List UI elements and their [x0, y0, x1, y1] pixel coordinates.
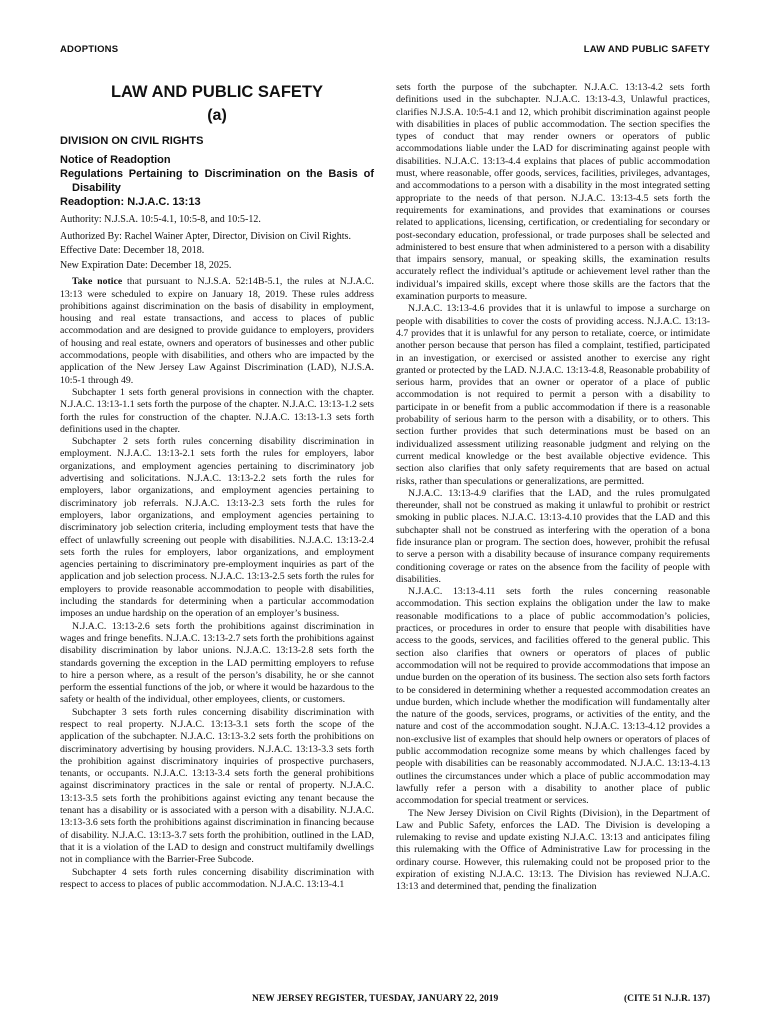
notice-heading: Notice of Readoption: [60, 154, 171, 167]
footer-citation: (CITE 51 N.J.R. 137): [623, 994, 710, 1004]
paragraph: Subchapter 2 sets forth rules concerning disability discrimination in employment. N.J.A.C. 13:13-2.1 sets forth the rules for employers, labor organizations, and employment agencies pertaining to discriminatory job advertising and solicitations. N.J.A.C. 13:13-2.2 sets forth the rules for employers, labor organizations, and employment agencies pertaining to discriminatory job referrals. N.J.A.C. 13:13-2.3 sets forth the rules for employers, labor organizations, and employment agencies pertaining to discriminatory job selection criteria, including employment tests that have the effect of unlawfully screening out people with disabilities. N.J.A.C. 13:13-2.4 sets forth the rules for employers, labor organizations, and employment agencies pertaining to discriminatory pre-employment inquiries as part of the application and job selection process. N.J.A.C. 13:13-2.5 sets forth the rules for employers to provide reasonable accommodation to people with disabilities, including the standards for determining when a particular accommodation imposes an undue hardship on the operation of an employer’s business.: [60, 436, 374, 620]
section-subtitle: (a): [207, 107, 227, 124]
paragraph: sets forth the purpose of the subchapter. N.J.A.C. 13:13-4.2 sets forth definitions used in the subchapter. N.J.A.C. 13:13-4.3, Unlawful practices, clarifies N.J.S.A. 10:5-4.1 and 12, which prohibit discrimination against people with disabilities in places of public accommodation. The section specifies the types of conduct that may render owners or operators of public accommodations liable under the LAD for discriminating against people with disabilities. N.J.A.C. 13:13-4.4 explains that places of public accommodation must, where reasonable, offer goods, services, facilities, privileges, advantages, and accommodations to a person with a disability in the most integrated setting appropriate to the needs of that person. N.J.A.C. 13:13-4.5 sets forth the requirements for examinations, and provides that examinations or courses related to applications, licensing, certification, or credentialing for secondary or post-secondary education, professional, or trade purposes shall be selected and administered to best ensure that when administered to a person with a disability that impairs sensory, manual, or speaking skills, the examination results accurately reflect the individual’s aptitude or achievement level rather than the individual’s impaired skills, except where those skills are the factors that the examination purports to measure.: [396, 82, 710, 303]
paragraph: Subchapter 4 sets forth rules concerning disability discrimination with respect to access to places of public accommodation. N.J.A.C. 13:13-4.1: [60, 866, 374, 890]
section-title: LAW AND PUBLIC SAFETY: [110, 83, 324, 101]
paragraph: Subchapter 1 sets forth general provisions in connection with the chapter. N.J.A.C. 13:13-1.1 sets forth the purpose of the chapter. N.J.A.C. 13:13-1.2 sets forth the rules for construction of the chapter. N.J.A.C. 13:13-1.3 sets forth definitions used in the chapter.: [60, 386, 374, 435]
readoption-heading: Readoption: N.J.A.C. 13:13: [60, 196, 201, 209]
right-column: [396, 82, 710, 894]
regulations-heading: Regulations Pertaining to Discrimination on the Basis of Disability: [60, 168, 374, 195]
running-header-left: ADOPTIONS: [60, 44, 119, 55]
division-heading: DIVISION ON CIVIL RIGHTS: [60, 135, 204, 148]
paragraph-text: that pursuant to N.J.S.A. 52:14B-5.1, the rules at N.J.A.C. 13:13 were scheduled to expire on January 18, 2019. These rules address prohibitions against discrimination on the basis of disability in employment, housing and real estate transactions, and access to places of public accommodation and are designed to provide guidance to employers, providers of housing and real estate, owners and operators of businesses and other public accommodations, people with disabilities, and others who are impacted by the application of the New Jersey Law Against Discrimination (LAD), N.J.S.A. 10:5-1 through 49.: [60, 276, 374, 386]
authorized-by-line: Authorized By: Rachel Wainer Apter, Director, Division on Civil Rights.: [60, 230, 351, 242]
footer-register-date: NEW JERSEY REGISTER, TUESDAY, JANUARY 22, 2019: [252, 994, 499, 1004]
paragraph: N.J.A.C. 13:13-4.6 provides that it is unlawful to impose a surcharge on people with disabilities to cover the costs of providing access. N.J.A.C. 13:13-4.7 provides that it is unlawful for any person to retaliate, coerce, or intimidate another person because that person has filed a complaint, testified, participated in an investigation, or exercised or assisted another to exercise any right granted or protected by the LAD. N.J.A.C. 13:13-4.8, Reasonable probability of serious harm, provides that an owner or operator of a place of public accommodation is not required to permit a person with a disability to participate in or benefit from a public accommodation if there is a reasonable probability of serious harm to the person with a disability, or to others. This section further provides that such determinations must be based on an individualized assessment utilizing reasonable judgment and relying on the current medical knowledge or the best available objective evidence. This section also clarifies that only safety requirements that are based on actual risks, rather than speculations or generalizations, are permitted.: [396, 303, 710, 487]
effective-date-line: Effective Date: December 18, 2018.: [60, 245, 205, 257]
paragraph: N.J.A.C. 13:13-4.11 sets forth the rules concerning reasonable accommodation. This section explains the obligation under the law to make reasonable modifications to a place of public accommodation’s policies, practices, or procedures in order to ensure that people with disabilities have access to the goods, services, and facilities offered to the general public. This section also clarifies that owners or operators of places of public accommodation will not be required to provide accommodations that impose an undue burden on the operation of its business. The section also sets forth factors to be considered in determining whether a requested accommodation creates an undue burden, which include whether the modification will fundamentally alter the nature of the goods, services, programs, or activities of the entity, and the nature and cost of the accommodation sought. N.J.A.C. 13:13-4.12 provides a non-exclusive list of examples that should help owners or operators of places of public accommodation recognize some means by which challenges faced by people with disabilities can be reasonably accommodated. N.J.A.C. 13:13-4.13 outlines the circumstances under which a place of public accommodation may lawfully refer a person with a disability to another place of public accommodation for special treatment or services.: [396, 586, 710, 807]
paragraph: N.J.A.C. 13:13-4.9 clarifies that the LAD, and the rules promulgated thereunder, shall not be construed as making it unlawful to prohibit or restrict smoking in public places. N.J.A.C. 13:13-4.10 provides that the LAD and this subchapter shall not be construed as interfering with the operation of a bona fide insurance plan or program. The section does, however, prohibit the refusal to serve a person with a disability because of insurance company requirements conditioning coverage or rates on the absence from the facility of people with disabilities.: [396, 487, 710, 585]
left-column: [60, 82, 374, 891]
paragraph: N.J.A.C. 13:13-2.6 sets forth the prohibitions against discrimination in wages and fringe benefits. N.J.A.C. 13:13-2.7 sets forth the prohibitions against disability discrimination by labor unions. N.J.A.C. 13:13-2.8 sets forth the standards governing the exception in the LAD permitting employers to refuse to hire a person where, as a result of the person’s disability, he or she cannot perform the essential functions of the job, or where it would be hazardous to the safety or health of the individual, other employees, clients, or customers.: [60, 620, 374, 706]
paragraph: [60, 276, 374, 387]
paragraph: Subchapter 3 sets forth rules concerning disability discrimination with respect to real property. N.J.A.C. 13:13-3.1 sets forth the scope of the application of the subchapter. N.J.A.C. 13:13-3.2 sets forth the prohibitions on discriminatory advertising by housing providers. N.J.A.C. 13:13-3.3 sets forth the prohibition against discriminatory inquiries of prospective purchasers, tenants, or occupants. N.J.A.C. 13:13-3.4 sets forth the general prohibitions against discriminatory practices in the sale or rental of property. N.J.A.C. 13:13-3.5 sets forth the prohibitions against evicting any tenant because the tenant has a disability or is associated with a person with a disability. N.J.A.C. 13:13-3.6 sets forth the prohibitions against discrimination in financing because of disability. N.J.A.C. 13:13-3.7 sets forth the prohibition, outlined in the LAD, that it is a violation of the LAD to design and construct multifamily dwellings not in compliance with the Barrier-Free Subcode.: [60, 706, 374, 866]
take-notice-lead: Take notice: [72, 276, 123, 288]
authority-line: Authority: N.J.S.A. 10:5-4.1, 10:5-8, and 10:5-12.: [60, 214, 261, 226]
paragraph: The New Jersey Division on Civil Rights (Division), in the Department of Law and Public Safety, enforces the LAD. The Division is developing a rulemaking to revise and update existing N.J.A.C. 13:13 and anticipates filing this rulemaking with the Office of Administrative Law for processing in the ordinary course. However, this rulemaking could not be proposed prior to the expiration of existing N.J.A.C. 13:13. The Division has reviewed N.J.A.C. 13:13 and determined that, pending the finalization: [396, 807, 710, 893]
expiration-date-line: New Expiration Date: December 18, 2025.: [60, 259, 232, 271]
running-header-right: LAW AND PUBLIC SAFETY: [583, 44, 710, 55]
